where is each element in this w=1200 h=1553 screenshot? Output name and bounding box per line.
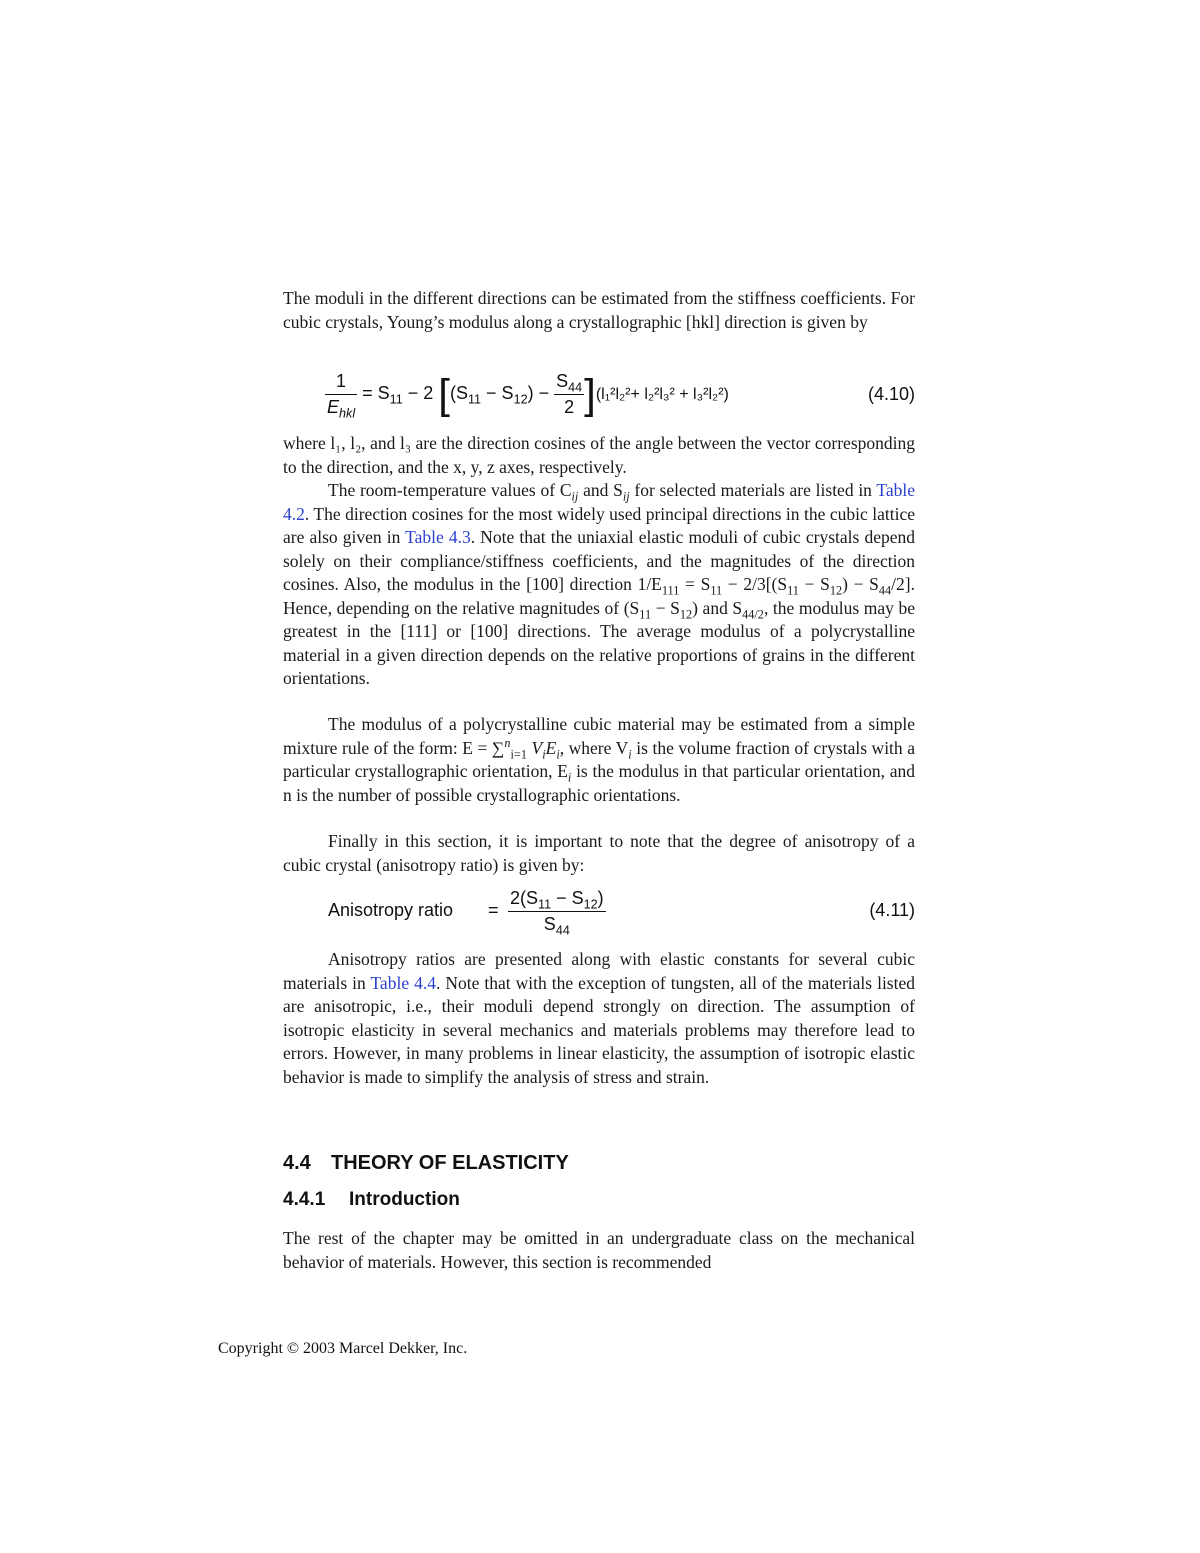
p6-b: . Note that with the exception of tungsten, all of the materials listed are anisotropic, i.e., their moduli depend strongly on direction. The assumption of isotropic elasticity in several mechanics and materials problems may therefore lead to errors. However, in many problems in linear elasticity, the assumption of isotropic elastic behavior is made to simplify the analysis of stress and strain. — [283, 972, 916, 1087]
eq410-left-bracket: [ — [438, 370, 450, 417]
eq410-inner-sub1: 11 — [467, 392, 482, 407]
eq411-equals: = — [488, 900, 499, 920]
eq410-den-subscript: hkl — [339, 406, 356, 421]
p3-k: − S — [651, 597, 680, 618]
p3-a-sub: ij — [571, 489, 579, 504]
p3-f: = S — [679, 574, 711, 594]
p3-l: ) and S — [692, 597, 743, 618]
p3-b-sub: ij — [622, 489, 630, 504]
eq411-num-a: 2(S — [510, 888, 539, 908]
eq410-rhs — [362, 370, 729, 417]
p4-d-sub: i — [628, 747, 632, 761]
p4-b-sub: i — [542, 747, 546, 761]
copyright-notice: Copyright © 2003 Marcel Dekker, Inc. — [218, 1340, 468, 1357]
p3-d: . The direction cosines for the most widely used principal directions in the cubic lattice are also given in — [283, 503, 915, 547]
subsection-number: 4.4.1 — [283, 1189, 326, 1210]
p3-a: The room-temperature values of C — [328, 480, 572, 500]
eq411-num-mid: − S — [551, 888, 584, 908]
p4-c: E — [545, 737, 557, 758]
p3-b: and S — [578, 480, 623, 500]
subsection-title: Introduction — [349, 1189, 460, 1210]
p4-e: is the volume fraction of crystals with a particular crystallographic orientation, E — [283, 737, 915, 781]
eq411-denominator — [508, 911, 606, 938]
p4-c-sub: i — [556, 747, 560, 761]
paragraph-introduction-text: The rest of the chapter may be omitted in an undergraduate class on the mechanical behavior of materials. However, this section is recommended — [283, 1228, 915, 1272]
p3-f-sub: 11 — [710, 583, 723, 598]
paragraph-direction-cosines — [283, 432, 915, 479]
eq410-inner: (S — [449, 382, 468, 403]
eq411-num-sub1: 11 — [538, 897, 552, 912]
eq410-inner-mid: − S — [481, 382, 514, 403]
eq411-den-symbol: S — [543, 914, 556, 934]
p4-a: The modulus of a polycrystalline cubic material may be estimated from a simple mixture rule of the form: E = ∑ — [283, 714, 915, 758]
eq411-fraction — [508, 888, 606, 938]
equation-4-10 — [283, 370, 915, 420]
p3-h-sub: 12 — [829, 583, 843, 598]
paragraph-mixture-rule — [283, 713, 915, 807]
p6-a: Anisotropy ratios are presented along with elastic constants for several cubic materials in — [283, 949, 915, 993]
eq410-right-bracket: ] — [584, 370, 596, 417]
eq411-den-sub: 44 — [555, 923, 570, 938]
eq411-num-end: ) — [597, 888, 604, 908]
eq410-rhs-b: − 2 — [402, 382, 434, 403]
eq411-lhs: Anisotropy ratio — [328, 900, 454, 920]
link-table-4-4[interactable]: Table 4.4 — [370, 972, 436, 993]
p4-a-sub: i=1 — [510, 747, 527, 761]
paragraph-anisotropy-ratios — [283, 948, 915, 1089]
paragraph-room-temperature — [283, 479, 915, 691]
link-table-4-2[interactable]: Table 4.2 — [283, 480, 915, 524]
eq410-numerator: 1 — [336, 370, 347, 391]
equation-number-4-10: (4.10) — [867, 384, 915, 404]
paragraph-intro-text: The moduli in the different directions can be estimated from the stiffness coefficients. For cubic crystals, Young’s modulus along a crystallographic [hkl] direction is given by — [283, 288, 915, 332]
p3-j-sub: 11 — [639, 607, 652, 621]
paragraph-introduction — [283, 1227, 915, 1274]
section-number: 4.4 — [283, 1152, 311, 1174]
p4-a-sup: n — [504, 735, 511, 750]
paragraph-anisotropy-intro — [283, 830, 915, 877]
equation-number-4-11: (4.11) — [869, 900, 915, 920]
paragraph-intro — [283, 287, 915, 334]
eq410-den-symbol: E — [327, 396, 340, 417]
p3-e-sub: 111 — [661, 583, 680, 598]
p3-g: − 2/3[(S — [722, 574, 788, 594]
p3-m: , the modulus may be greatest in the [111] or [100] directions. The average modulus of a polycrystalline material in a given direction depends on the relative proportions of grains in the different orientations. — [283, 597, 915, 688]
p3-j: /2]. Hence, depending on the relative magnitudes of (S — [283, 574, 915, 618]
p4-b: V — [526, 737, 543, 758]
eq410-s44-fraction — [554, 371, 584, 418]
eq410-rhs-a-sub: 11 — [389, 392, 403, 407]
eq410-denominator — [325, 394, 357, 421]
eq411-numerator — [508, 888, 606, 911]
p3-l-sub: 44/2 — [742, 607, 764, 621]
p3-g-sub: 11 — [787, 583, 799, 598]
paragraph-anisotropy-intro-text: Finally in this section, it is important to note that the degree of anisotropy of a cubic crystal (anisotropy ratio) is given by: — [283, 831, 915, 875]
section-heading — [283, 1152, 569, 1175]
section-title: THEORY OF ELASTICITY — [331, 1152, 569, 1174]
eq410-inner-sub2: 12 — [513, 392, 528, 407]
p3-i-sub: 44 — [878, 583, 892, 598]
eq410-s44-den: 2 — [554, 394, 584, 418]
eq411-num-sub2: 12 — [583, 897, 598, 912]
paragraph-direction-cosines-text: where l₁, l₂, and l₃ are the direction cosines of the angle between the vector corresponding to the direction, and the x, y, z axes, respectively. — [283, 433, 915, 477]
eq410-inner-end: ) − — [527, 382, 550, 403]
p3-e: . Note that the uniaxial elastic moduli of cubic crystals depend solely on their compliance/stiffness coefficients, and the magnitudes of the direction cosines. Also, the modulus in the [100] direction 1/E — [283, 527, 915, 594]
eq410-s44-num — [554, 371, 584, 394]
equation-4-11 — [283, 888, 915, 938]
p3-h: − S — [798, 574, 830, 594]
p4-f: is the modulus in that particular orientation, and n is the number of possible crystallographic orientations. — [283, 761, 915, 805]
eq410-s44-sub: 44 — [568, 380, 583, 395]
subsection-heading — [283, 1189, 460, 1211]
eq410-s44-symbol: S — [556, 370, 569, 391]
p4-e-sub: i — [567, 770, 572, 785]
p4-d: , where V — [559, 737, 629, 758]
eq410-rhs-a: = S — [362, 382, 390, 403]
p3-c: for selected materials are listed in — [629, 480, 877, 500]
p3-i: ) − S — [842, 574, 879, 594]
p3-k-sub: 12 — [679, 607, 693, 621]
equation-4-10-lhs-fraction — [325, 370, 357, 421]
eq410-tail: (l₁²l₂²+ l₂²l₃² + l₃²l₂²) — [595, 385, 729, 403]
link-table-4-3[interactable]: Table 4.3 — [405, 527, 471, 547]
